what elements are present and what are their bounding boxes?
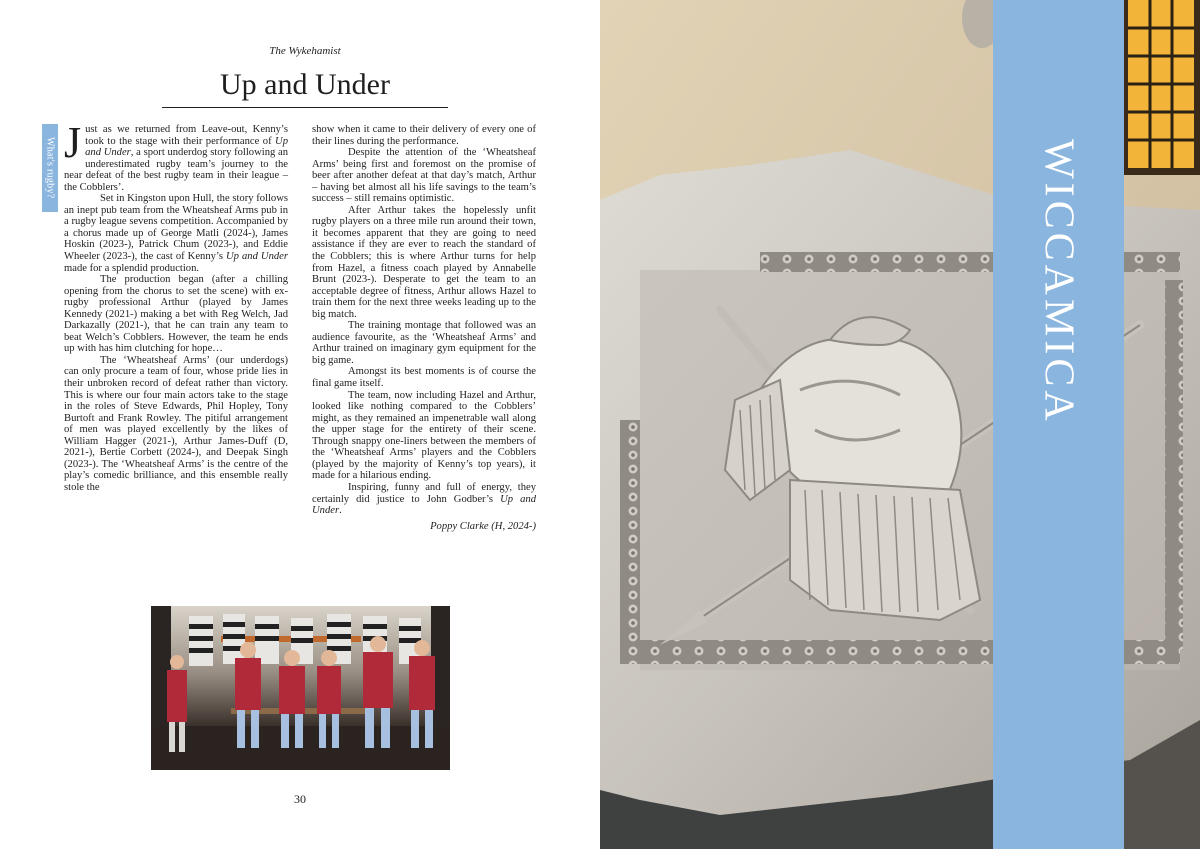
paragraph [64,118,288,193]
page-number: 30 [294,792,306,806]
paragraph: Despite the attention of the ‘Wheatsheaf Arms’ being first and foremost on the promise of beer after another defeat at that day’s match, Arthur – having bet almost all his life savings to the team’s success – still remains optimistic. [312,147,536,205]
article-title: Up and Under [220,68,390,101]
stage-scene-illustration [151,606,450,770]
paragraph: Amongst its best moments is of course the final game itself. [312,366,536,390]
play-title-italic: Up and Under [85,135,288,159]
play-title-italic: Up and Under [312,493,536,517]
paragraph [312,482,536,517]
paragraph: The training montage that followed was an audience favourite, as the ‘Wheatsheaf Arms’ and Arthur trained on imaginary gym equipment for the big game. [312,320,536,366]
paragraph-text: Inspiring, funny and full of energy, they certainly did justice to John Godber’s [312,481,536,505]
paragraph: The team, now including Hazel and Arthur, looked like nothing compared to the Cobblers’ might, as they remained an impenetrable wall along the upper stage for the entirety of their scene. Through snappy one-liners between the members of the ‘Wheatsheaf Arms’ players and the Cobblers (played by the majority of Kenny’s top years), it made for a hilarious ending. [312,389,536,482]
play-title-italic: Up and Under [226,251,288,263]
paragraph: The ‘Wheatsheaf Arms’ (our underdogs) can only procure a team of four, whose pride lies in their unbroken record of defeat rather than victory. This is where our four main actors take to the stage in the roles of Steve Edwards, Phil Hopley, Tony Burtoft and Frank Rowley. The pitiful arrangement of men was played excellently by the likes of William Hagger (2021-), Arthur James-Duff (D, 2021-), Bertie Corbett (2024-), and Deepak Singh (2023-). The ‘Wheatsheaf Arms’ is the centre of the play’s comedic brilliance, and this ensemble really stole the [64,354,288,493]
paragraph: After Arthur takes the hopelessly unfit rugby players on a three mile run around their town, it becomes apparent that they are going to need assistance if they are ever to reach the standard of the Cobblers; this is where Arthur turns for help from Hazel, a fitness coach played by Annabelle Brunt (2023-). Desperate to get the team to an acceptable degree of fitness, Arthur allows Hazel to train them for the next three weeks leading up to the big match. [312,204,536,320]
author-byline: Poppy Clarke (H, 2024-) [430,520,536,532]
paragraph-text: , a sport underdog story following an underestimated rugby team’s journey to the near defeat of the best rugby team in their league – the Cobblers’. [64,147,288,193]
article-column-2 [312,124,536,532]
paragraph-text: . [339,505,342,517]
title-rule [162,107,448,108]
paragraph-text: ust as we returned from Leave-out, Kenny’s took to the stage with their performance of [85,124,288,147]
drop-cap: J [64,118,82,167]
section-title [993,92,1124,472]
paragraph-text: Set in Kingston upon Hull, the story follows an inept pub team from the Wheatsheaf Arms pub in a rugby league sevens competition. Accompanied by a chorus made up of George Matli (2024-), James Hoskin (2023-), Patrick Chum (2023-), and Eddie Wheeler (2023-), the cast of Kenny’s [64,193,288,263]
paragraph-text: made for a splendid production. [64,262,200,274]
side-tab-label: What's rugby? [44,137,56,199]
production-photo [151,606,450,770]
paragraph [64,193,288,274]
running-head: The Wykehamist [269,45,341,57]
side-tab [42,124,58,212]
article-column-1 [64,118,288,494]
right-page [600,0,1200,849]
section-title-text: WICCAMICA [1035,139,1082,425]
paragraph: The production began (after a chilling opening from the chorus to set the scene) with ex-rugby professional Arthur (played by James Kennedy (2021-) making a bet with Reg Welch, Jad Darkazally (2021-), that he can train any team to beat Welch’s Cobblers. However, the team he ends up with has him clutching for hope… [64,274,288,355]
paragraph: show when it came to their delivery of every one of their lines during the performance. [312,124,536,147]
